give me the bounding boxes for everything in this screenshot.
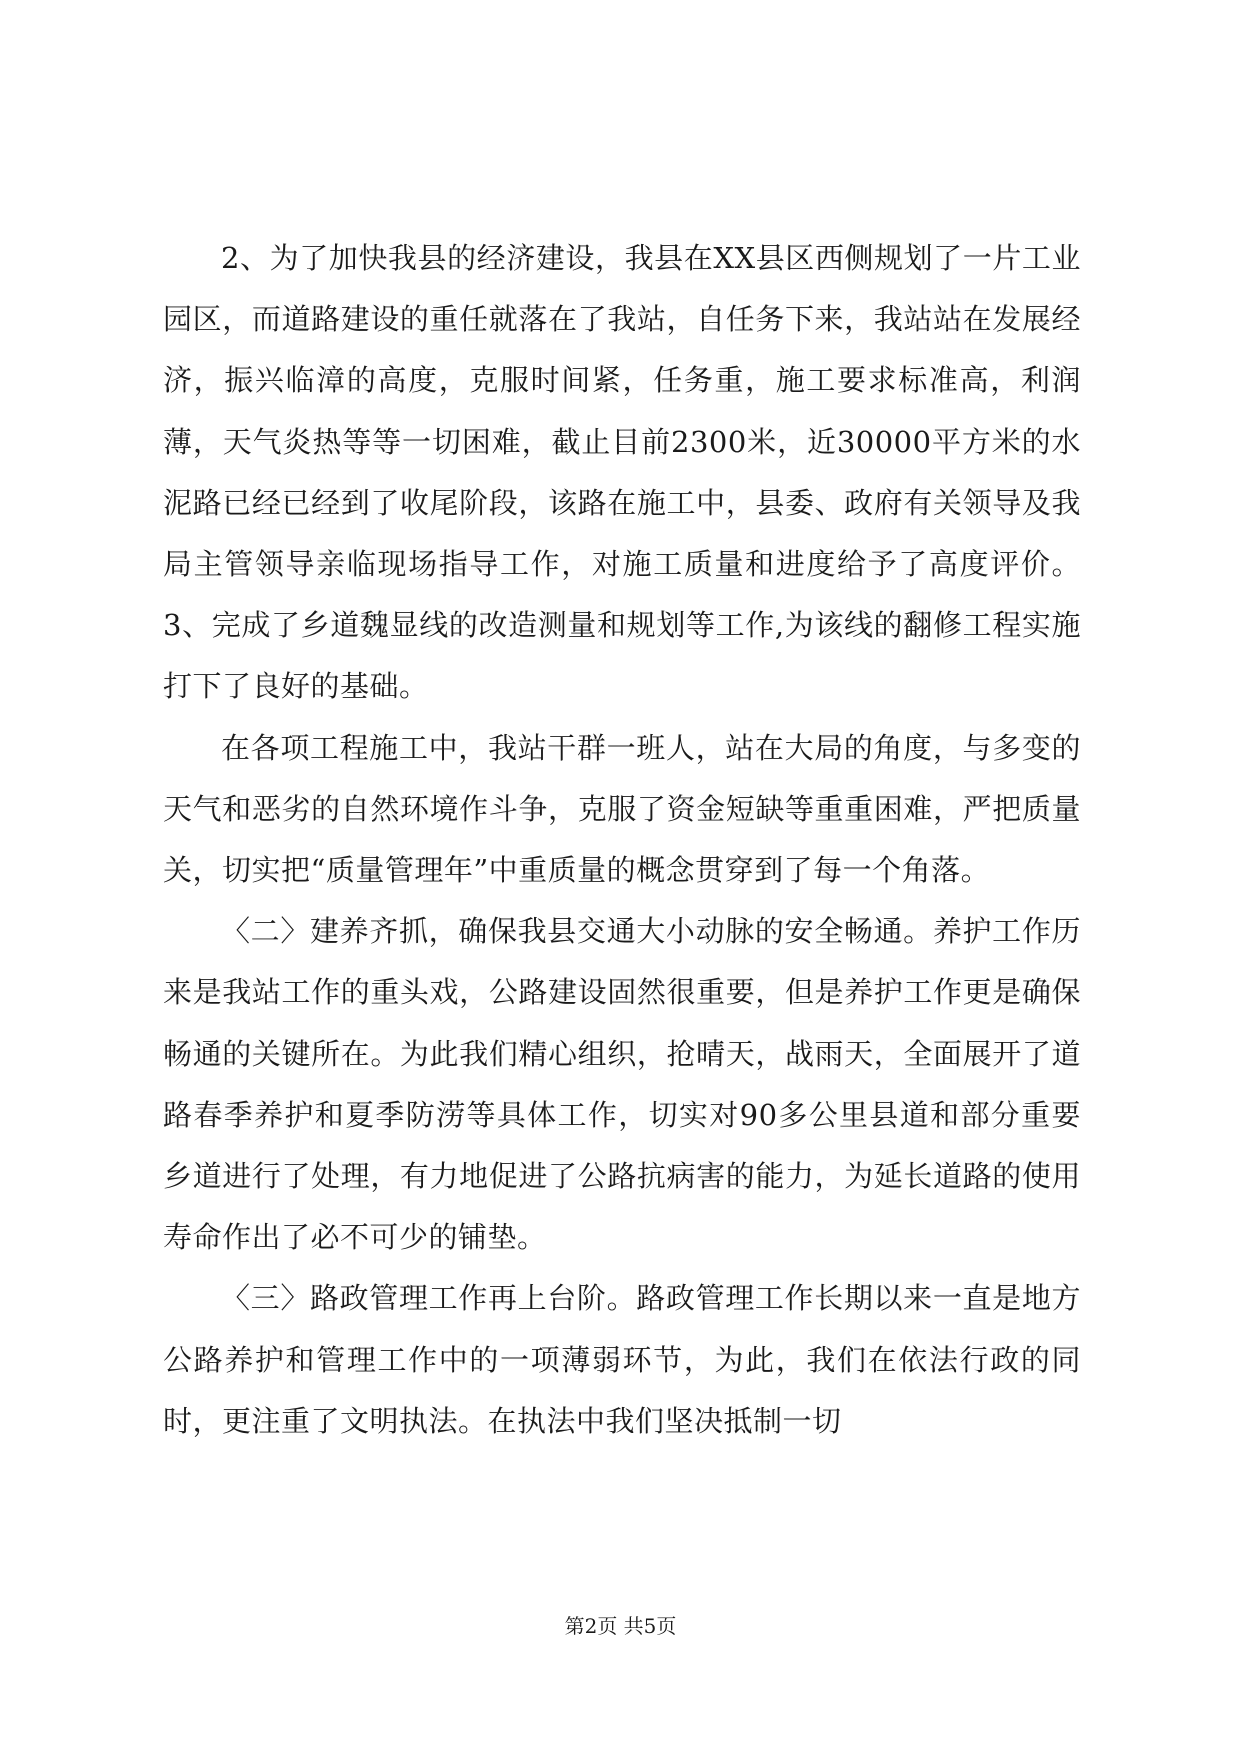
- document-body: [163, 228, 1081, 1452]
- paragraph-road-construction: 2、为了加快我县的经济建设，我县在XX县区西侧规划了一片工业园区，而道路建设的重任就落在了我站，自任务下来，我站站在发展经济，振兴临漳的高度，克服时间紧，任务重，施工要求标准高，利润薄，天气炎热等等一切困难，截止目前2300米，近30000平方米的水泥路已经已经到了收尾阶段，该路在施工中，县委、政府有关领导及我局主管领导亲临现场指导工作，对施工质量和进度给予了高度评价。3、完成了乡道魏显线的改造测量和规划等工作,为该线的翻修工程实施打下了良好的基础。: [163, 241, 1081, 704]
- paragraph-road-administration: 〈三〉路政管理工作再上台阶。路政管理工作长期以来一直是地方公路养护和管理工作中的一项薄弱环节，为此，我们在依法行政的同时，更注重了文明执法。在执法中我们坚决抵制一切: [163, 1281, 1081, 1438]
- paragraph-quality-management: 在各项工程施工中，我站干群一班人，站在大局的角度，与多变的天气和恶劣的自然环境作斗争，克服了资金短缺等重重困难，严把质量关，切实把“质量管理年”中重质量的概念贯穿到了每一个角落。: [163, 730, 1081, 888]
- page-footer: 第2页 共5页: [564, 1614, 677, 1638]
- paragraph-maintenance: 〈二〉建养齐抓，确保我县交通大小动脉的安全畅通。养护工作历来是我站工作的重头戏，公路建设固然很重要，但是养护工作更是确保畅通的关键所在。为此我们精心组织，抢晴天，战雨天，全面展开了道路春季养护和夏季防涝等具体工作，切实对90多公里县道和部分重要乡道进行了处理，有力地促进了公路抗病害的能力，为延长道路的使用寿命作出了必不可少的铺垫。: [163, 914, 1081, 1255]
